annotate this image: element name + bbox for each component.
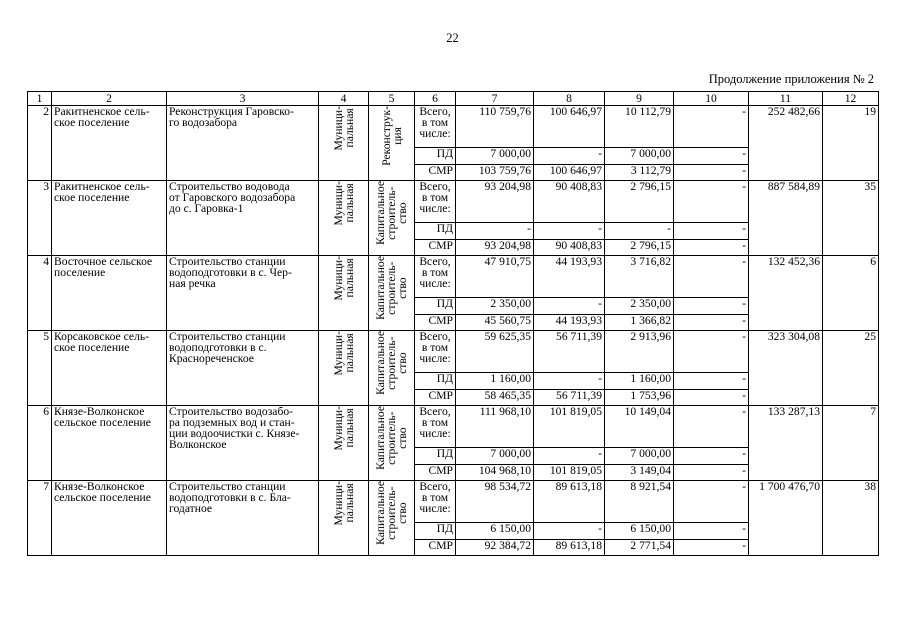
smr-label: СМР [415,165,456,181]
value-col9: 1 753,96 [605,390,674,406]
row-number: 5 [28,331,52,406]
value-col7: 1 160,00 [456,373,534,390]
row-number: 7 [28,481,52,556]
object-cell: Строительство водовода от Гаровского водозабора до с. Гаровка-1 [167,181,319,256]
ownership-text: Муници- пальная [331,406,356,451]
work-type-text: Капитальное строитель- ство [374,481,409,545]
value-col9: 2 796,15 [605,181,674,223]
pd-label: ПД [415,298,456,315]
value-col10: - [674,181,749,223]
column-header: 6 [415,92,456,106]
value-col7: 47 910,75 [456,256,534,298]
value-col7: 103 759,76 [456,165,534,181]
object-cell: Строительство станции водоподготовки в с. Краснореченское [167,331,319,406]
work-type-cell [369,181,415,256]
value-col10: - [674,481,749,523]
value-col9: 7 000,00 [605,448,674,465]
column-header: 8 [534,92,605,106]
value-col12: 19 [823,106,879,181]
smr-label: СМР [415,540,456,556]
value-col7: 104 968,10 [456,465,534,481]
value-col11: 887 584,89 [749,181,823,256]
settlement-cell: Князе-Волконское сельское поселение [52,406,167,481]
value-col10: - [674,106,749,148]
work-type-cell [369,406,415,481]
ownership-cell [319,406,369,481]
value-col9: 10 112,79 [605,106,674,148]
value-col7: 92 384,72 [456,540,534,556]
settlement-cell: Князе-Волконское сельское поселение [52,481,167,556]
value-col8: 44 193,93 [534,315,605,331]
column-header: 10 [674,92,749,106]
value-col9: 2 796,15 [605,240,674,256]
ownership-cell [319,331,369,406]
value-col11: 252 482,66 [749,106,823,181]
value-col12: 7 [823,406,879,481]
value-col8: - [534,223,605,240]
work-type-text: Капитальное строитель- ство [374,181,409,245]
value-col9: 2 913,96 [605,331,674,373]
value-col9: 10 149,04 [605,406,674,448]
value-col8: 90 408,83 [534,240,605,256]
row-number: 4 [28,256,52,331]
total-label: Всего, в том числе: [415,106,456,148]
value-col9: 3 112,79 [605,165,674,181]
column-number-row [28,92,879,106]
value-col9: 3 716,82 [605,256,674,298]
value-col7: 7 000,00 [456,448,534,465]
value-col10: - [674,465,749,481]
smr-label: СМР [415,315,456,331]
value-col8: 56 711,39 [534,390,605,406]
ownership-cell [319,181,369,256]
value-col9: 7 000,00 [605,148,674,165]
value-col8: 90 408,83 [534,181,605,223]
settlement-cell: Корсаковское сель- ское поселение [52,331,167,406]
value-col7: 59 625,35 [456,331,534,373]
smr-label: СМР [415,465,456,481]
value-col12: 35 [823,181,879,256]
value-col9: 2 350,00 [605,298,674,315]
ownership-text: Муници- пальная [331,481,356,526]
table-row [28,481,879,523]
table-row [28,106,879,148]
value-col10: - [674,240,749,256]
value-col8: 44 193,93 [534,256,605,298]
value-col8: 100 646,97 [534,106,605,148]
smr-label: СМР [415,390,456,406]
ownership-cell [319,481,369,556]
work-type-cell [369,256,415,331]
pd-label: ПД [415,523,456,540]
value-col12: 25 [823,331,879,406]
value-col7: - [456,223,534,240]
value-col10: - [674,331,749,373]
value-col8: - [534,373,605,390]
table-row [28,181,879,223]
value-col8: 101 819,05 [534,406,605,448]
total-label: Всего, в том числе: [415,331,456,373]
value-col11: 323 304,08 [749,331,823,406]
total-label: Всего, в том числе: [415,181,456,223]
settlement-cell: Ракитненское сель- ское поселение [52,181,167,256]
value-col7: 58 465,35 [456,390,534,406]
column-header: 9 [605,92,674,106]
value-col7: 111 968,10 [456,406,534,448]
table-row [28,331,879,373]
pd-label: ПД [415,223,456,240]
work-type-text: Капитальное строитель- ство [374,406,409,470]
object-cell: Строительство станции водоподготовки в с. Чер- ная речка [167,256,319,331]
column-header: 11 [749,92,823,106]
value-col10: - [674,298,749,315]
ownership-text: Муници- пальная [331,181,356,226]
value-col10: - [674,448,749,465]
value-col9: 2 771,54 [605,540,674,556]
work-type-cell [369,331,415,406]
work-type-text: Реконструк- ция [379,106,404,166]
appendix-continuation-label: Продолжение приложения № 2 [708,72,874,86]
value-col8: - [534,298,605,315]
ownership-text: Муници- пальная [331,256,356,301]
column-header: 7 [456,92,534,106]
total-label: Всего, в том числе: [415,256,456,298]
value-col8: - [534,148,605,165]
page-number: 22 [446,31,459,45]
value-col10: - [674,315,749,331]
object-cell: Строительство станции водоподготовки в с. Бла- годатное [167,481,319,556]
ownership-cell [319,256,369,331]
value-col10: - [674,540,749,556]
column-header: 3 [167,92,319,106]
total-label: Всего, в том числе: [415,481,456,523]
object-cell: Строительство водозабо- ра подземных вод и стан- ции водоочистки с. Князе- Волконское [167,406,319,481]
value-col10: - [674,373,749,390]
value-col12: 6 [823,256,879,331]
pd-label: ПД [415,448,456,465]
settlement-cell: Восточное сельское поселение [52,256,167,331]
pd-label: ПД [415,373,456,390]
column-header: 1 [28,92,52,106]
column-header: 5 [369,92,415,106]
table-row [28,256,879,298]
row-number: 3 [28,181,52,256]
value-col8: 56 711,39 [534,331,605,373]
value-col10: - [674,523,749,540]
value-col11: 133 287,13 [749,406,823,481]
value-col8: 101 819,05 [534,465,605,481]
value-col10: - [674,223,749,240]
ownership-text: Муници- пальная [331,331,356,376]
value-col10: - [674,406,749,448]
work-type-text: Капитальное строитель- ство [374,331,409,395]
value-col9: 3 149,04 [605,465,674,481]
value-col7: 7 000,00 [456,148,534,165]
value-col9: 8 921,54 [605,481,674,523]
value-col7: 45 560,75 [456,315,534,331]
value-col10: - [674,148,749,165]
investment-table [27,91,879,556]
value-col7: 98 534,72 [456,481,534,523]
total-label: Всего, в том числе: [415,406,456,448]
value-col8: - [534,523,605,540]
value-col10: - [674,165,749,181]
value-col8: - [534,448,605,465]
column-header: 12 [823,92,879,106]
value-col7: 2 350,00 [456,298,534,315]
row-number: 2 [28,106,52,181]
table-row [28,406,879,448]
value-col7: 110 759,76 [456,106,534,148]
value-col8: 89 613,18 [534,481,605,523]
value-col9: 6 150,00 [605,523,674,540]
smr-label: СМР [415,240,456,256]
settlement-cell: Ракитненское сель- ское поселение [52,106,167,181]
work-type-cell [369,106,415,181]
column-header: 2 [52,92,167,106]
value-col7: 93 204,98 [456,181,534,223]
ownership-cell [319,106,369,181]
value-col9: - [605,223,674,240]
work-type-cell [369,481,415,556]
object-cell: Реконструкция Гаровско- го водозабора [167,106,319,181]
pd-label: ПД [415,148,456,165]
row-number: 6 [28,406,52,481]
value-col7: 6 150,00 [456,523,534,540]
column-header: 4 [319,92,369,106]
value-col10: - [674,256,749,298]
value-col10: - [674,390,749,406]
ownership-text: Муници- пальная [331,106,356,151]
value-col8: 89 613,18 [534,540,605,556]
value-col11: 1 700 476,70 [749,481,823,556]
value-col9: 1 160,00 [605,373,674,390]
value-col8: 100 646,97 [534,165,605,181]
value-col11: 132 452,36 [749,256,823,331]
value-col7: 93 204,98 [456,240,534,256]
work-type-text: Капитальное строитель- ство [374,256,409,320]
value-col9: 1 366,82 [605,315,674,331]
value-col12: 38 [823,481,879,556]
